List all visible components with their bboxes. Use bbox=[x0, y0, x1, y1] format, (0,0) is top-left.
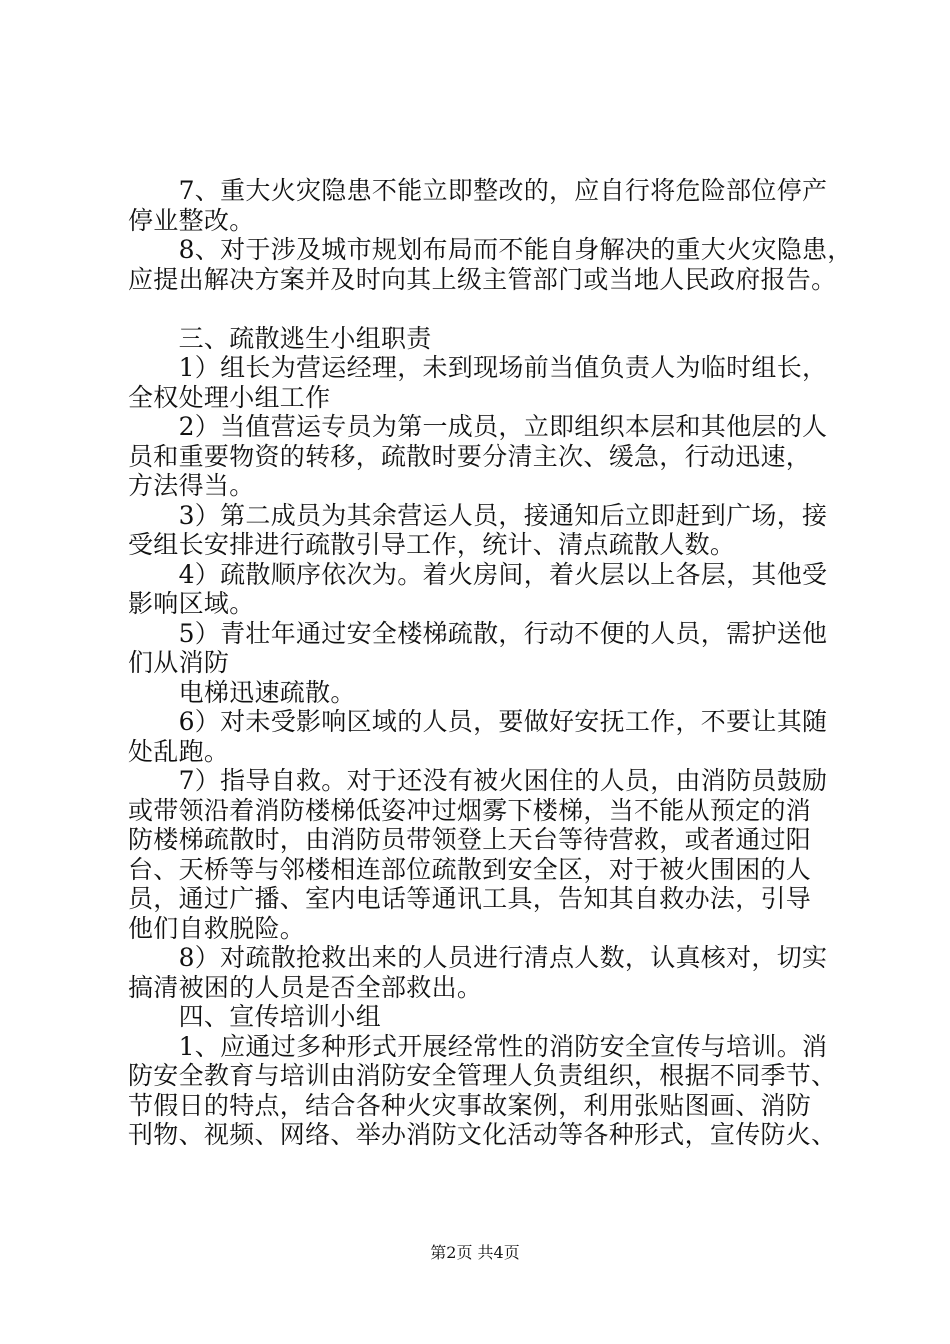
text-line: 三、疏散逃生小组职责 bbox=[128, 323, 432, 353]
text-line: 2）当值营运专员为第一成员，立即组织本层和其他层的人 bbox=[128, 412, 828, 441]
text-line: 1、应通过多种形式开展经常性的消防安全宣传与培训。消 bbox=[128, 1031, 828, 1061]
text-line: 8、对于涉及城市规划布局而不能自身解决的重大火灾隐患， bbox=[128, 235, 853, 264]
page-footer: 第2页 共4页 bbox=[430, 1243, 520, 1262]
text-line: 或带领沿着消防楼梯低姿冲过烟雾下楼梯，当不能从预定的消 bbox=[128, 795, 812, 825]
text-line: 他们自救脱险。 bbox=[128, 913, 306, 943]
paragraph-gap bbox=[128, 294, 846, 324]
text-line: 4）疏散顺序依次为。着火房间，着火层以上各层，其他受 bbox=[128, 559, 828, 589]
text-line: 员，通过广播、室内电话等通讯工具，告知其自救办法，引导 bbox=[128, 884, 812, 913]
text-line: 电梯迅速疏散。 bbox=[128, 677, 356, 707]
text-line: 应提出解决方案并及时向其上级主管部门或当地人民政府报告。 bbox=[128, 264, 837, 294]
text-line: 员和重要物资的转移，疏散时要分清主次、缓急，行动迅速， bbox=[128, 441, 812, 471]
text-line: 四、宣传培训小组 bbox=[128, 1002, 382, 1031]
text-line: 7、重大火灾隐患不能立即整改的，应自行将危险部位停产 bbox=[128, 176, 828, 205]
text-line: 节假日的特点，结合各种火灾事故案例，利用张贴图画、消防 bbox=[128, 1090, 812, 1120]
text-line: 5）青壮年通过安全楼梯疏散，行动不便的人员，需护送他 bbox=[128, 618, 828, 648]
text-line: 方法得当。 bbox=[128, 471, 255, 500]
text-line: 台、天桥等与邻楼相连部位疏散到安全区，对于被火围困的人 bbox=[128, 854, 812, 884]
text-line: 停业整改。 bbox=[128, 205, 255, 235]
text-line: 受组长安排进行疏散引导工作，统计、清点疏散人数。 bbox=[128, 530, 736, 559]
text-line: 全权处理小组工作 bbox=[128, 382, 331, 412]
text-line: 搞清被困的人员是否全部救出。 bbox=[128, 972, 483, 1002]
text-line: 刊物、视频、网络、举办消防文化活动等各种形式，宣传防火、 bbox=[128, 1120, 837, 1149]
text-line: 3）第二成员为其余营运人员，接通知后立即赶到广场，接 bbox=[128, 500, 828, 530]
text-line: 影响区域。 bbox=[128, 589, 255, 618]
text-line: 处乱跑。 bbox=[128, 736, 230, 766]
text-line: 防楼梯疏散时，由消防员带领登上天台等待营救，或者通过阳 bbox=[128, 825, 812, 854]
text-line: 7）指导自救。对于还没有被火困住的人员，由消防员鼓励 bbox=[128, 766, 828, 795]
text-line: 6）对未受影响区域的人员，要做好安抚工作，不要让其随 bbox=[128, 707, 828, 736]
text-line: 8）对疏散抢救出来的人员进行清点人数，认真核对，切实 bbox=[128, 943, 828, 972]
text-line: 防安全教育与培训由消防安全管理人负责组织，根据不同季节、 bbox=[128, 1061, 837, 1090]
document-body bbox=[128, 176, 853, 1150]
text-line: 们从消防 bbox=[128, 648, 230, 677]
text-line: 1）组长为营运经理，未到现场前当值负责人为临时组长， bbox=[128, 353, 828, 382]
